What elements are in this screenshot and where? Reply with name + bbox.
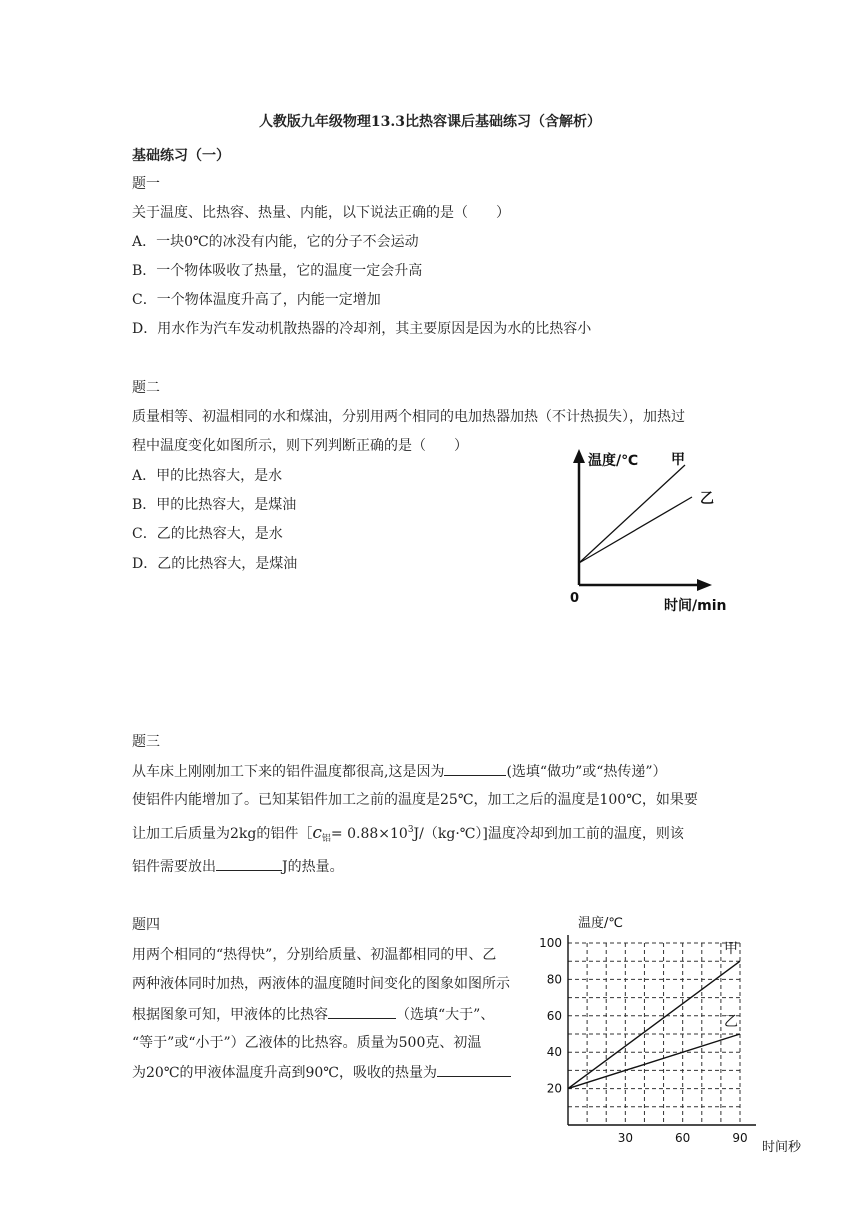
y-tick-label: 100	[539, 936, 562, 950]
document-title: 人教版九年级物理13.3比热容课后基础练习（含解析）	[258, 114, 602, 130]
q4-line5	[132, 1062, 511, 1083]
q2-label-yi: 乙	[700, 491, 714, 507]
series-label-1: 甲	[724, 941, 738, 958]
q3-line3-a: 让加工后质量为2kg的铝件［	[132, 826, 313, 842]
q2-label: 题二	[132, 380, 160, 396]
q2-graph	[560, 445, 760, 620]
q3-c-symbol: c	[312, 823, 322, 843]
q1-label: 题一	[132, 176, 160, 192]
q3-c-sub: 铝	[321, 834, 331, 844]
q2-line-yi	[579, 497, 692, 563]
q3-line3-c: J/（kg·℃）]温度冷却到加工前的温度，则该	[413, 826, 684, 842]
q1-option-c: C．一个物体温度升高了，内能一定增加	[132, 292, 381, 308]
q2-stem-line2: 程中温度变化如图所示，则下列判断正确的是（ ）	[132, 438, 468, 454]
q1-stem: 关于温度、比热容、热量、内能，以下说法正确的是（ ）	[132, 205, 510, 221]
q3-line4-b: J的热量。	[282, 859, 344, 875]
q3-line4-a: 铝件需要放出	[132, 859, 216, 875]
q4-blank-1	[328, 1004, 396, 1019]
series-label-2: 乙	[724, 1014, 738, 1030]
q3-blank-2	[216, 856, 282, 871]
q4-line1: 用两个相同的“热得快”，分别给质量、初温都相同的甲、乙	[132, 947, 497, 963]
y-axis-label: 温度/℃	[578, 916, 623, 931]
q2-option-c: C．乙的比热容大，是水	[132, 526, 283, 542]
q4-line3	[132, 1004, 494, 1025]
x-tick-label: 90	[732, 1131, 748, 1145]
q3-line3-b: = 0.88×10	[330, 826, 408, 842]
q1-option-b: B．一个物体吸收了热量，它的温度一定会升高	[132, 263, 423, 279]
y-tick-label: 60	[546, 1008, 562, 1023]
q2-origin: 0	[570, 591, 580, 606]
q4-line2: 两种液体同时加热，两液体的温度随时间变化的图象如图所示	[132, 976, 510, 992]
q3-line2: 使铝件内能增加了。已知某铝件加工之前的温度是25℃，加工之后的温度是100℃，如果要	[132, 792, 698, 808]
q2-option-a: A．甲的比热容大，是水	[132, 468, 283, 484]
q4-line4: “等于”或“小于”）乙液体的比热容。质量为500克、初温	[132, 1035, 482, 1051]
q4-line3-a: 根据图象可知，甲液体的比热容	[132, 1007, 328, 1023]
q3-label: 题三	[132, 734, 160, 750]
q4-line3-b: （选填“大于”、	[396, 1007, 495, 1023]
y-tick-label: 20	[546, 1081, 562, 1096]
series-line-1	[568, 961, 740, 1088]
x-tick-label: 30	[617, 1131, 633, 1145]
q4-line5-a: 为20℃的甲液体温度升高到90℃，吸收的热量为	[132, 1065, 437, 1081]
q4-label: 题四	[132, 917, 160, 933]
q3-line1	[132, 761, 667, 782]
q4-chart	[520, 905, 820, 1155]
q3-line1-a: 从车床上刚刚加工下来的铝件温度都很高,这是因为	[132, 764, 445, 780]
q1-option-d: D．用水作为汽车发动机散热器的冷却剂，其主要原因是因为水的比热容小	[132, 321, 592, 337]
q2-x-arrow	[697, 579, 712, 591]
q2-xlabel: 时间/min	[664, 598, 727, 614]
q1-option-a: A．一块0℃的冰没有内能，它的分子不会运动	[132, 234, 419, 250]
q2-label-jia: 甲	[671, 452, 685, 468]
q2-y-arrow	[573, 449, 585, 463]
y-tick-label: 80	[546, 972, 562, 987]
y-tick-label: 40	[546, 1045, 562, 1060]
q3-line3	[132, 820, 684, 849]
q3-line1-b: (选填“做功”或“热传递”）	[506, 764, 667, 780]
q3-blank-1	[444, 761, 506, 776]
q2-line-jia	[579, 465, 685, 563]
x-axis-label: 时间秒	[762, 1140, 802, 1155]
q3-line4	[132, 856, 344, 877]
series-line-2	[568, 1034, 740, 1089]
q2-ylabel: 温度/℃	[588, 453, 639, 469]
q2-stem-line1: 质量相等、初温相同的水和煤油，分别用两个相同的电加热器加热（不计热损失），加热过	[132, 409, 685, 425]
section-heading: 基础练习（一）	[132, 148, 230, 164]
q2-option-b: B．甲的比热容大，是煤油	[132, 497, 297, 513]
x-tick-label: 60	[675, 1131, 691, 1145]
q2-option-d: D．乙的比热容大，是煤油	[132, 556, 298, 572]
q3-sup: 3	[407, 825, 414, 835]
q4-blank-2	[437, 1062, 511, 1077]
